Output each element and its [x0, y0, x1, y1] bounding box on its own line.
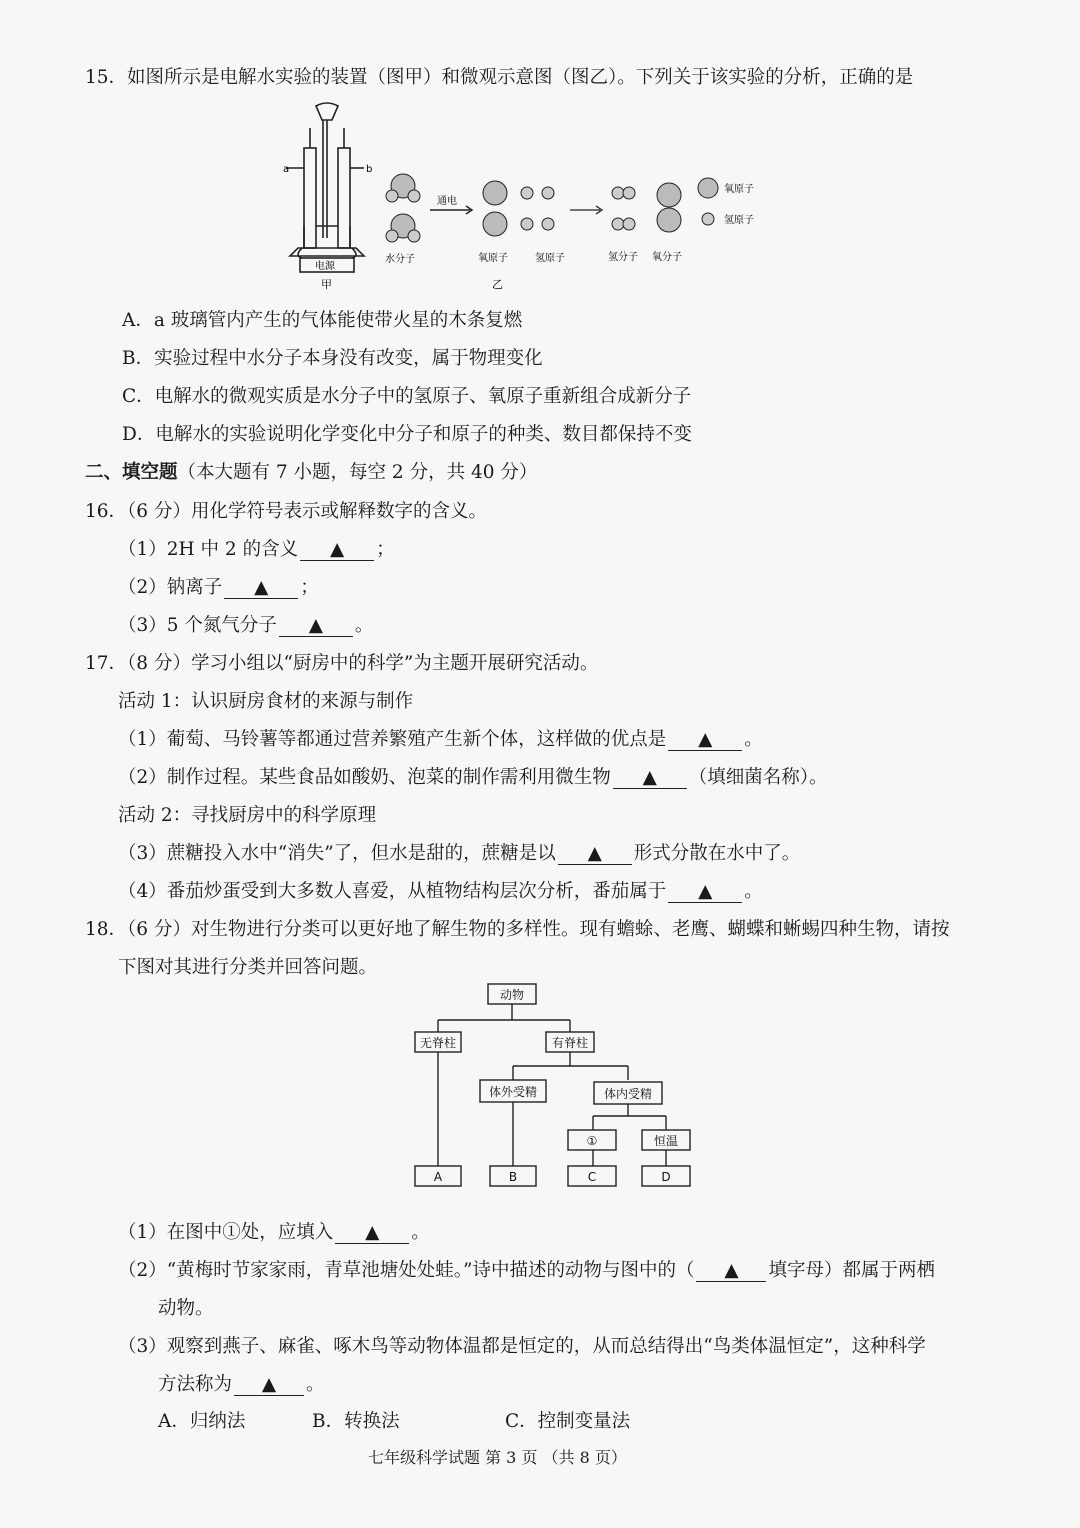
- tree-leaf-b: B: [508, 1170, 518, 1184]
- answer-blank[interactable]: ▲: [335, 1223, 409, 1244]
- legend-oxygen: 氧原子: [724, 184, 754, 195]
- answer-blank[interactable]: ▲: [279, 616, 353, 637]
- tree-external-fert: 体外受精: [488, 1085, 538, 1099]
- q18-part3-cont: [158, 1373, 325, 1397]
- tree-leaf-c: C: [587, 1170, 597, 1184]
- jia-label: 甲: [321, 278, 332, 291]
- answer-blank[interactable]: ▲: [696, 1261, 766, 1282]
- q18-option-b: B．转换法: [312, 1411, 400, 1432]
- q16-stem: 16．（6 分）用化学符号表示或解释数字的含义。: [85, 501, 487, 522]
- q17-p3-text: （3）蔗糖投入水中“消失”了，但水是甜的，蔗糖是以: [118, 843, 556, 864]
- q18-p3-text: 方法称为: [158, 1374, 233, 1395]
- q17-part1: [118, 728, 763, 752]
- q17-p4-end: 。: [744, 881, 763, 902]
- q18-p1-text: （1）在图中①处，应填入: [118, 1222, 334, 1243]
- q17-p1-end: 。: [744, 729, 763, 750]
- q18-part1: [118, 1221, 430, 1245]
- q16-p2-text: （2）钠离子: [118, 577, 223, 598]
- tree-blank-1: ①: [586, 1134, 598, 1148]
- oxygen-atom-label: 氧原子: [478, 253, 508, 264]
- page-footer: 七年级科学试题 第 3 页 （共 8 页）: [368, 1448, 627, 1467]
- q17-activity2: 活动 2：寻找厨房中的科学原理: [118, 805, 377, 826]
- q15-option-d: D．电解水的实验说明化学变化中分子和原子的种类、数目都保持不变: [122, 424, 692, 445]
- tree-leaf-d: D: [661, 1170, 671, 1184]
- section2-title: 二、填空题: [85, 462, 178, 483]
- answer-blank[interactable]: ▲: [300, 540, 374, 561]
- yi-label: 乙: [492, 278, 503, 291]
- q17-stem: 17．（8 分）学习小组以“厨房中的科学”为主题开展研究活动。: [85, 653, 599, 674]
- q16-p1-text: （1）2H 中 2 的含义: [118, 539, 299, 560]
- q16-p1-end: ；: [376, 539, 395, 560]
- q16-p3-text: （3）5 个氮气分子: [118, 615, 277, 636]
- answer-blank[interactable]: ▲: [668, 730, 742, 751]
- arrow-label: 通电: [437, 196, 457, 207]
- q18-part3: （3）观察到燕子、麻雀、啄木鸟等动物体温都是恒定的，从而总结得出“鸟类体温恒定”，这种科学: [118, 1336, 926, 1357]
- q17-p4-text: （4）番茄炒蛋受到大多数人喜爱，从植物结构层次分析，番茄属于: [118, 881, 667, 902]
- power-label: 电源: [315, 261, 335, 272]
- q18-p1-end: 。: [411, 1222, 430, 1243]
- tree-vertebrate: 有脊柱: [551, 1036, 589, 1050]
- q18-option-a: A．归纳法: [158, 1411, 246, 1432]
- q15-option-a: A．a 玻璃管内产生的气体能使带火星的木条复燃: [122, 310, 523, 331]
- hydrogen-molecule-label: 氢分子: [608, 252, 638, 263]
- q16-part2: [118, 576, 319, 600]
- tree-invertebrate: 无脊柱: [419, 1036, 457, 1050]
- q18-p2-text-a: （2）“黄梅时节家家雨，青草池塘处处蛙。”诗中描述的动物与图中的（: [118, 1260, 695, 1281]
- q16-p3-end: 。: [354, 615, 374, 636]
- q18-option-c: C．控制变量法: [505, 1411, 631, 1432]
- q15-stem: 15．如图所示是电解水实验的装置（图甲）和微观示意图（图乙）。下列关于该实验的分析，正确的是: [85, 67, 914, 88]
- label-b: b: [366, 164, 373, 175]
- section2-desc: （本大题有 7 小题，每空 2 分，共 40 分）: [177, 462, 538, 483]
- q18-stem-line1: 18．（6 分）对生物进行分类可以更好地了解生物的多样性。现有蟾蜍、老鹰、蝴蝶和蜥蜴四种生物，请按: [85, 919, 950, 940]
- oxygen-molecule-label: 氧分子: [652, 252, 682, 263]
- q16-part3: [118, 614, 373, 638]
- q17-part2: [118, 766, 828, 790]
- q18-stem-line2: 下图对其进行分类并回答问题。: [118, 957, 378, 978]
- tree-warm-blooded: 恒温: [653, 1134, 679, 1148]
- q17-part3: [118, 842, 800, 866]
- q16-part1: [118, 538, 395, 562]
- q18-part2-cont: 动物。: [158, 1298, 214, 1319]
- hydrogen-atom-label: 氢原子: [535, 253, 565, 264]
- q18-p2-text-b: 填字母）都属于两栖: [768, 1260, 935, 1281]
- answer-blank[interactable]: ▲: [613, 768, 687, 789]
- legend-hydrogen: 氢原子: [724, 215, 754, 226]
- section2-header: [85, 461, 537, 485]
- classification-tree: [400, 978, 730, 1194]
- q17-p2-text: （2）制作过程。某些食品如酸奶、泡菜的制作需利用微生物: [118, 767, 611, 788]
- answer-blank[interactable]: ▲: [224, 578, 298, 599]
- q17-p1-text: （1）葡萄、马铃薯等都通过营养繁殖产生新个体，这样做的优点是: [118, 729, 667, 750]
- q15-option-b: B．实验过程中水分子本身没有改变，属于物理变化: [122, 348, 543, 369]
- tree-leaf-a: A: [433, 1170, 443, 1184]
- q16-p2-end: ；: [300, 577, 319, 598]
- q17-activity1: 活动 1：认识厨房食材的来源与制作: [118, 691, 414, 712]
- water-molecule-label: 水分子: [385, 254, 415, 265]
- answer-blank[interactable]: ▲: [668, 882, 742, 903]
- q17-p2-end: （填细菌名称）。: [688, 767, 828, 788]
- q18-part2: [118, 1259, 935, 1283]
- q17-p3-end: 形式分散在水中了。: [633, 843, 801, 864]
- tree-root: 动物: [499, 988, 525, 1002]
- answer-blank[interactable]: ▲: [234, 1375, 304, 1396]
- q15-option-c: C．电解水的微观实质是水分子中的氢原子、氧原子重新组合成新分子: [122, 386, 692, 407]
- electrolysis-figure: [280, 98, 780, 294]
- tree-internal-fert: 体内受精: [603, 1087, 653, 1101]
- q18-p3-end: 。: [306, 1374, 325, 1395]
- answer-blank[interactable]: ▲: [558, 844, 632, 865]
- q17-part4: [118, 880, 763, 904]
- label-a: a: [283, 164, 290, 175]
